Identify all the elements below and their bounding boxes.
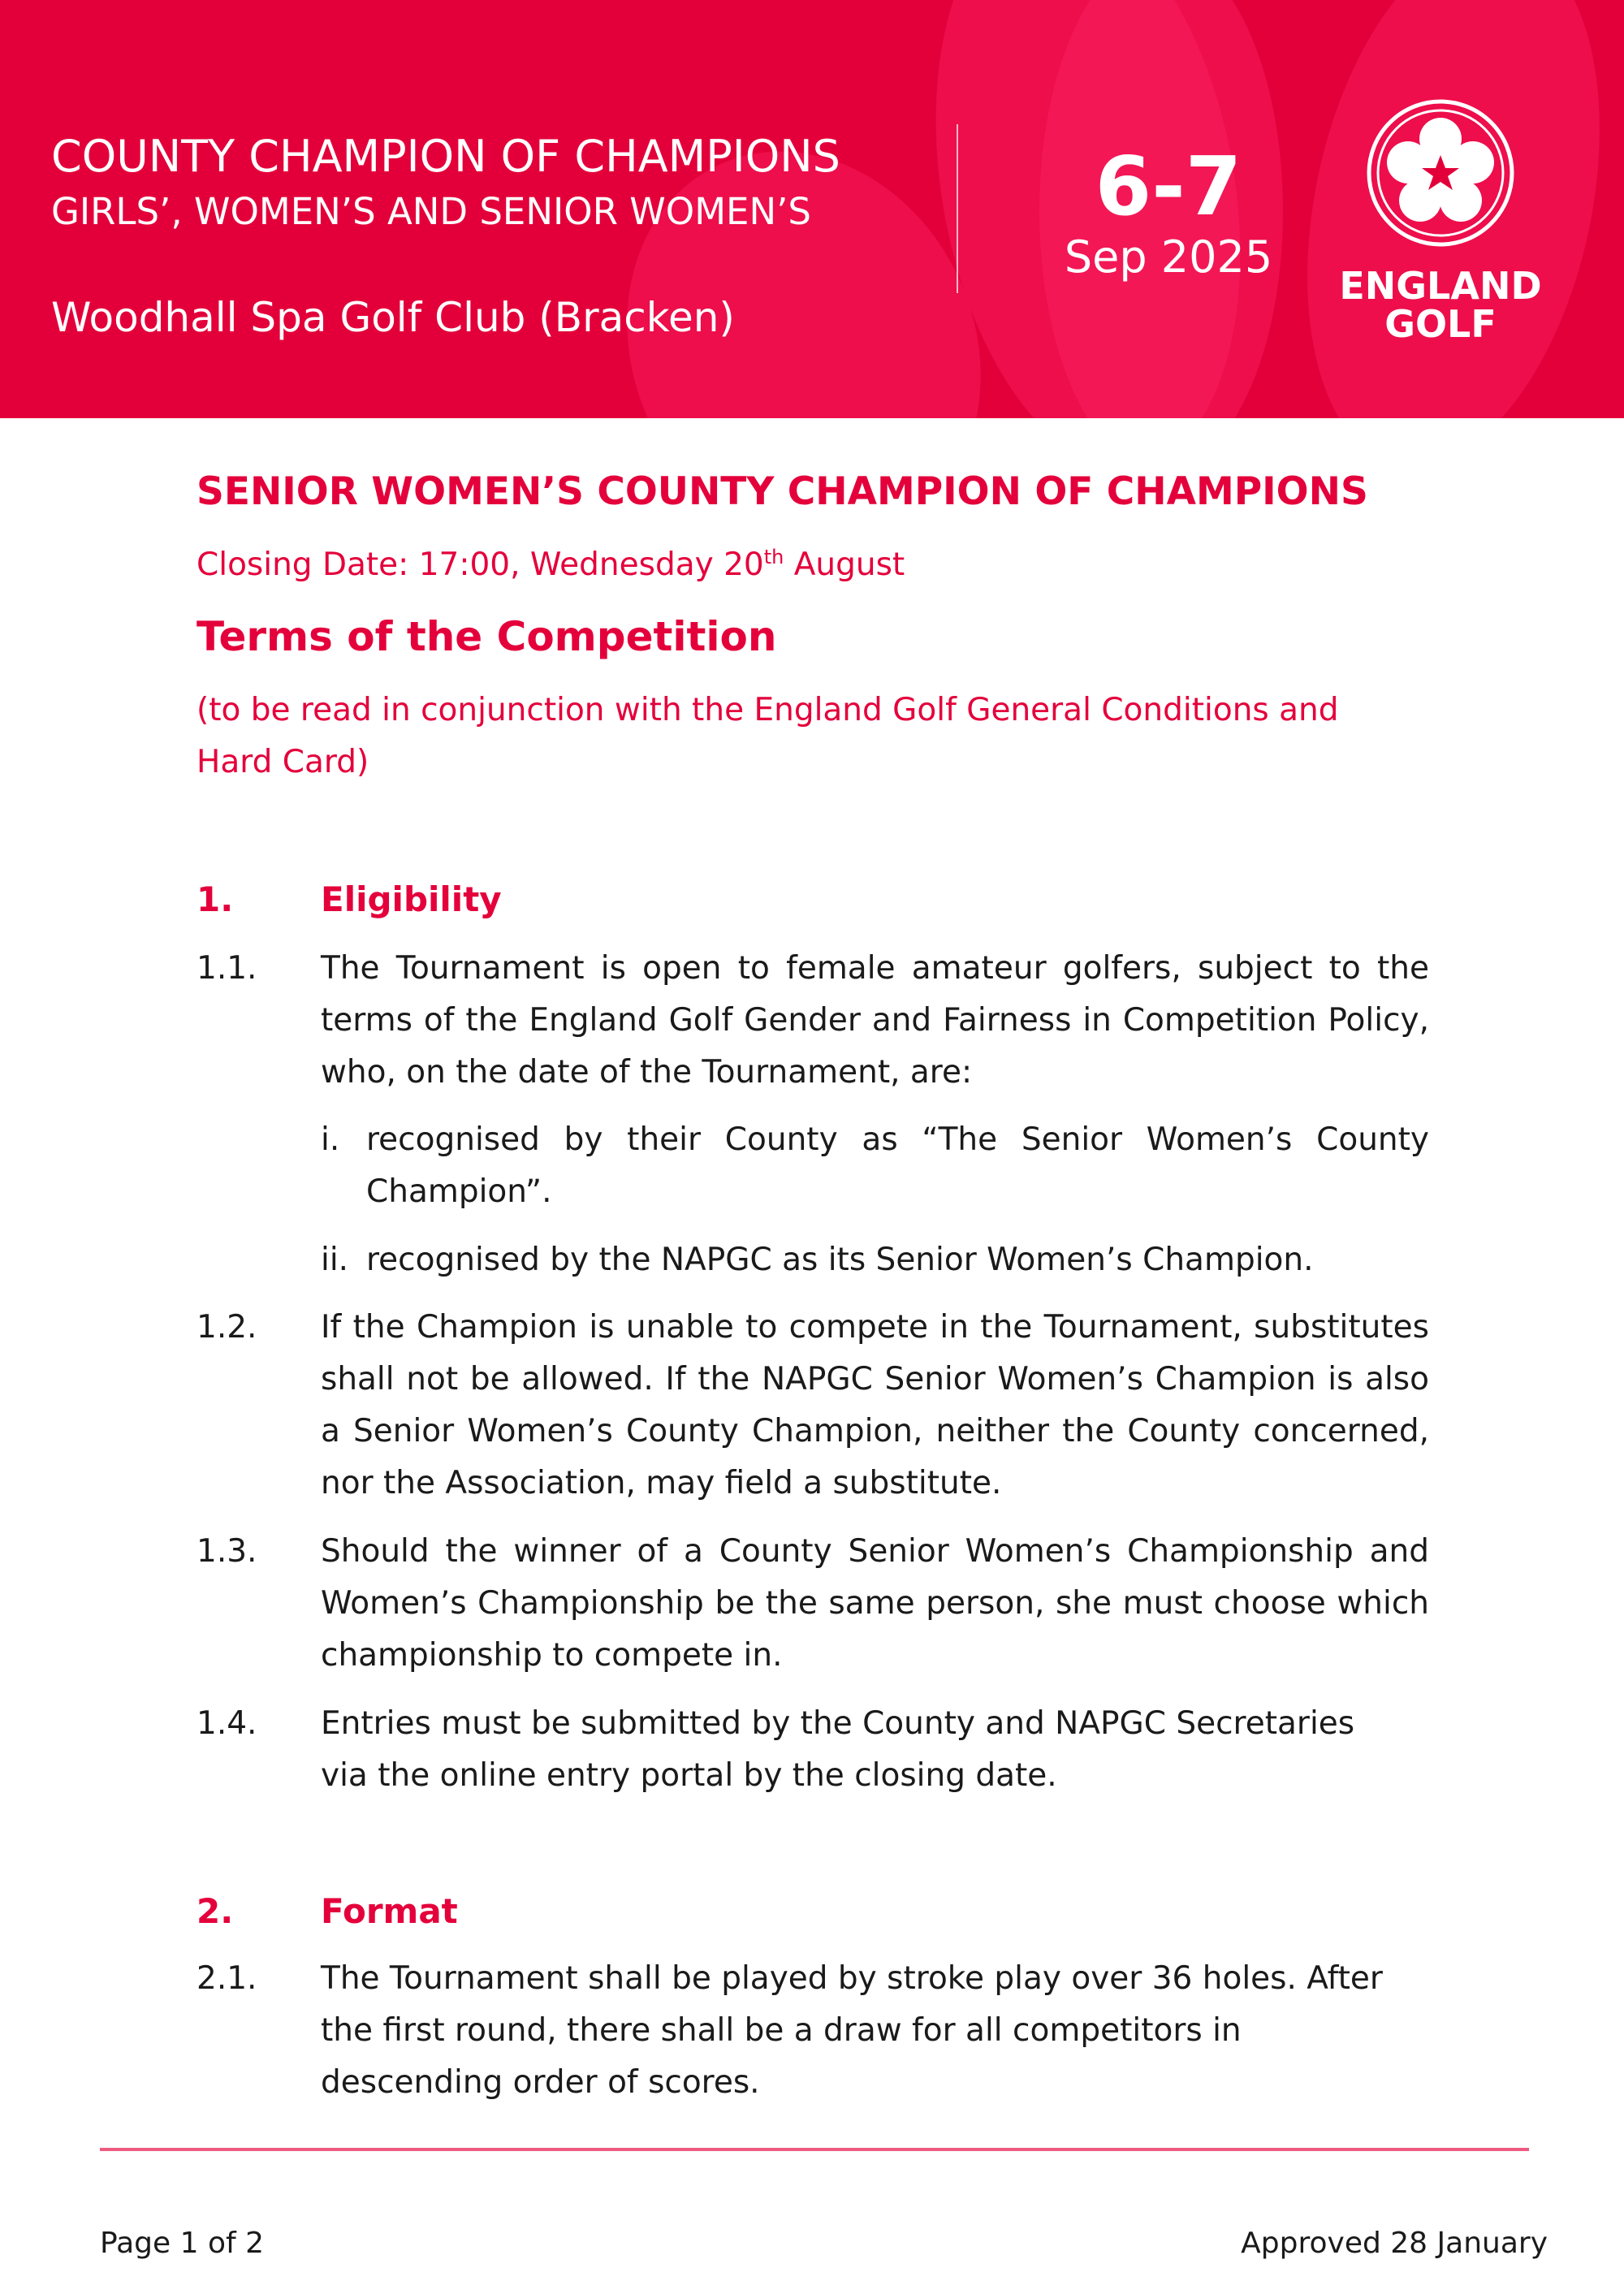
closing-date-suffix: August [784, 546, 905, 583]
clause-text: The Tournament is open to female amateur golfers, subject to the terms of the England Golf Gender and Fairness in Competition Policy, who, on the date of the Tournament, are: [321, 950, 1429, 1091]
england-golf-rose-logo-icon [1366, 98, 1515, 248]
closing-date-ordinal: th [763, 546, 784, 568]
section-1-title: Eligibility [321, 879, 502, 919]
list-item-text: recognised by their County as “The Senior Women’s County Champion”. [366, 1121, 1429, 1210]
logo-text-england: ENGLAND [1339, 264, 1542, 308]
event-subtitle: GIRLS’, WOMEN’S AND SENIOR WOMEN’S [51, 190, 811, 233]
logo-text-golf: GOLF [1384, 302, 1497, 346]
clause-text: Should the winner of a County Senior Women’s Championship and Women’s Championship be the same person, she must choose which championship to compete in. [321, 1533, 1429, 1674]
list-item [321, 1114, 1429, 1218]
list-item [321, 1234, 1429, 1286]
section-2-title: Format [321, 1891, 458, 1931]
closing-date-prefix: Closing Date: 17:00, Wednesday 20 [197, 546, 764, 583]
event-month-year: Sep 2025 [1064, 231, 1273, 283]
page-number: Page 1 of 2 [100, 2227, 264, 2260]
section-2-number: 2. [197, 1891, 234, 1931]
terms-heading: Terms of the Competition [197, 613, 777, 660]
header-divider [957, 124, 958, 293]
event-dates: 6-7 [1095, 139, 1242, 234]
header-banner [0, 0, 1624, 418]
clause-text: Entries must be submitted by the County and NAPGC Secretaries via the online entry portal by the closing date. [321, 1705, 1355, 1794]
clause-text: The Tournament shall be played by stroke play over 36 holes. After the first round, there shall be a draw for all competitors in descending order of scores. [321, 1960, 1383, 2101]
clause-text: If the Champion is unable to compete in the Tournament, substitutes shall not be allowed. If the NAPGC Senior Women’s Champion is also a Senior Women’s County Champion, neither the County concerned, nor the Association, may field a substitute. [321, 1309, 1429, 1501]
clause-number: 1.4. [197, 1705, 257, 1742]
list-item-text: recognised by the NAPGC as its Senior Women’s Champion. [366, 1242, 1314, 1278]
list-marker: i. [321, 1121, 340, 1158]
clause-number: 1.3. [197, 1533, 257, 1570]
event-title: COUNTY CHAMPION OF CHAMPIONS [51, 131, 840, 182]
list-marker: ii. [321, 1242, 349, 1278]
clause-number: 1.2. [197, 1309, 257, 1346]
closing-date [197, 546, 905, 583]
footer-rule [100, 2148, 1529, 2151]
section-1-number: 1. [197, 879, 234, 919]
conjunction-note: (to be read in conjunction with the England Golf General Conditions and Hard Card) [197, 692, 1339, 780]
approval-date: Approved 28 January [1241, 2227, 1548, 2260]
event-venue: Woodhall Spa Golf Club (Bracken) [51, 294, 735, 341]
clause-number: 1.1. [197, 950, 257, 987]
document-title: SENIOR WOMEN’S COUNTY CHAMPION OF CHAMPIONS [197, 469, 1368, 514]
clause-number: 2.1. [197, 1960, 257, 1997]
